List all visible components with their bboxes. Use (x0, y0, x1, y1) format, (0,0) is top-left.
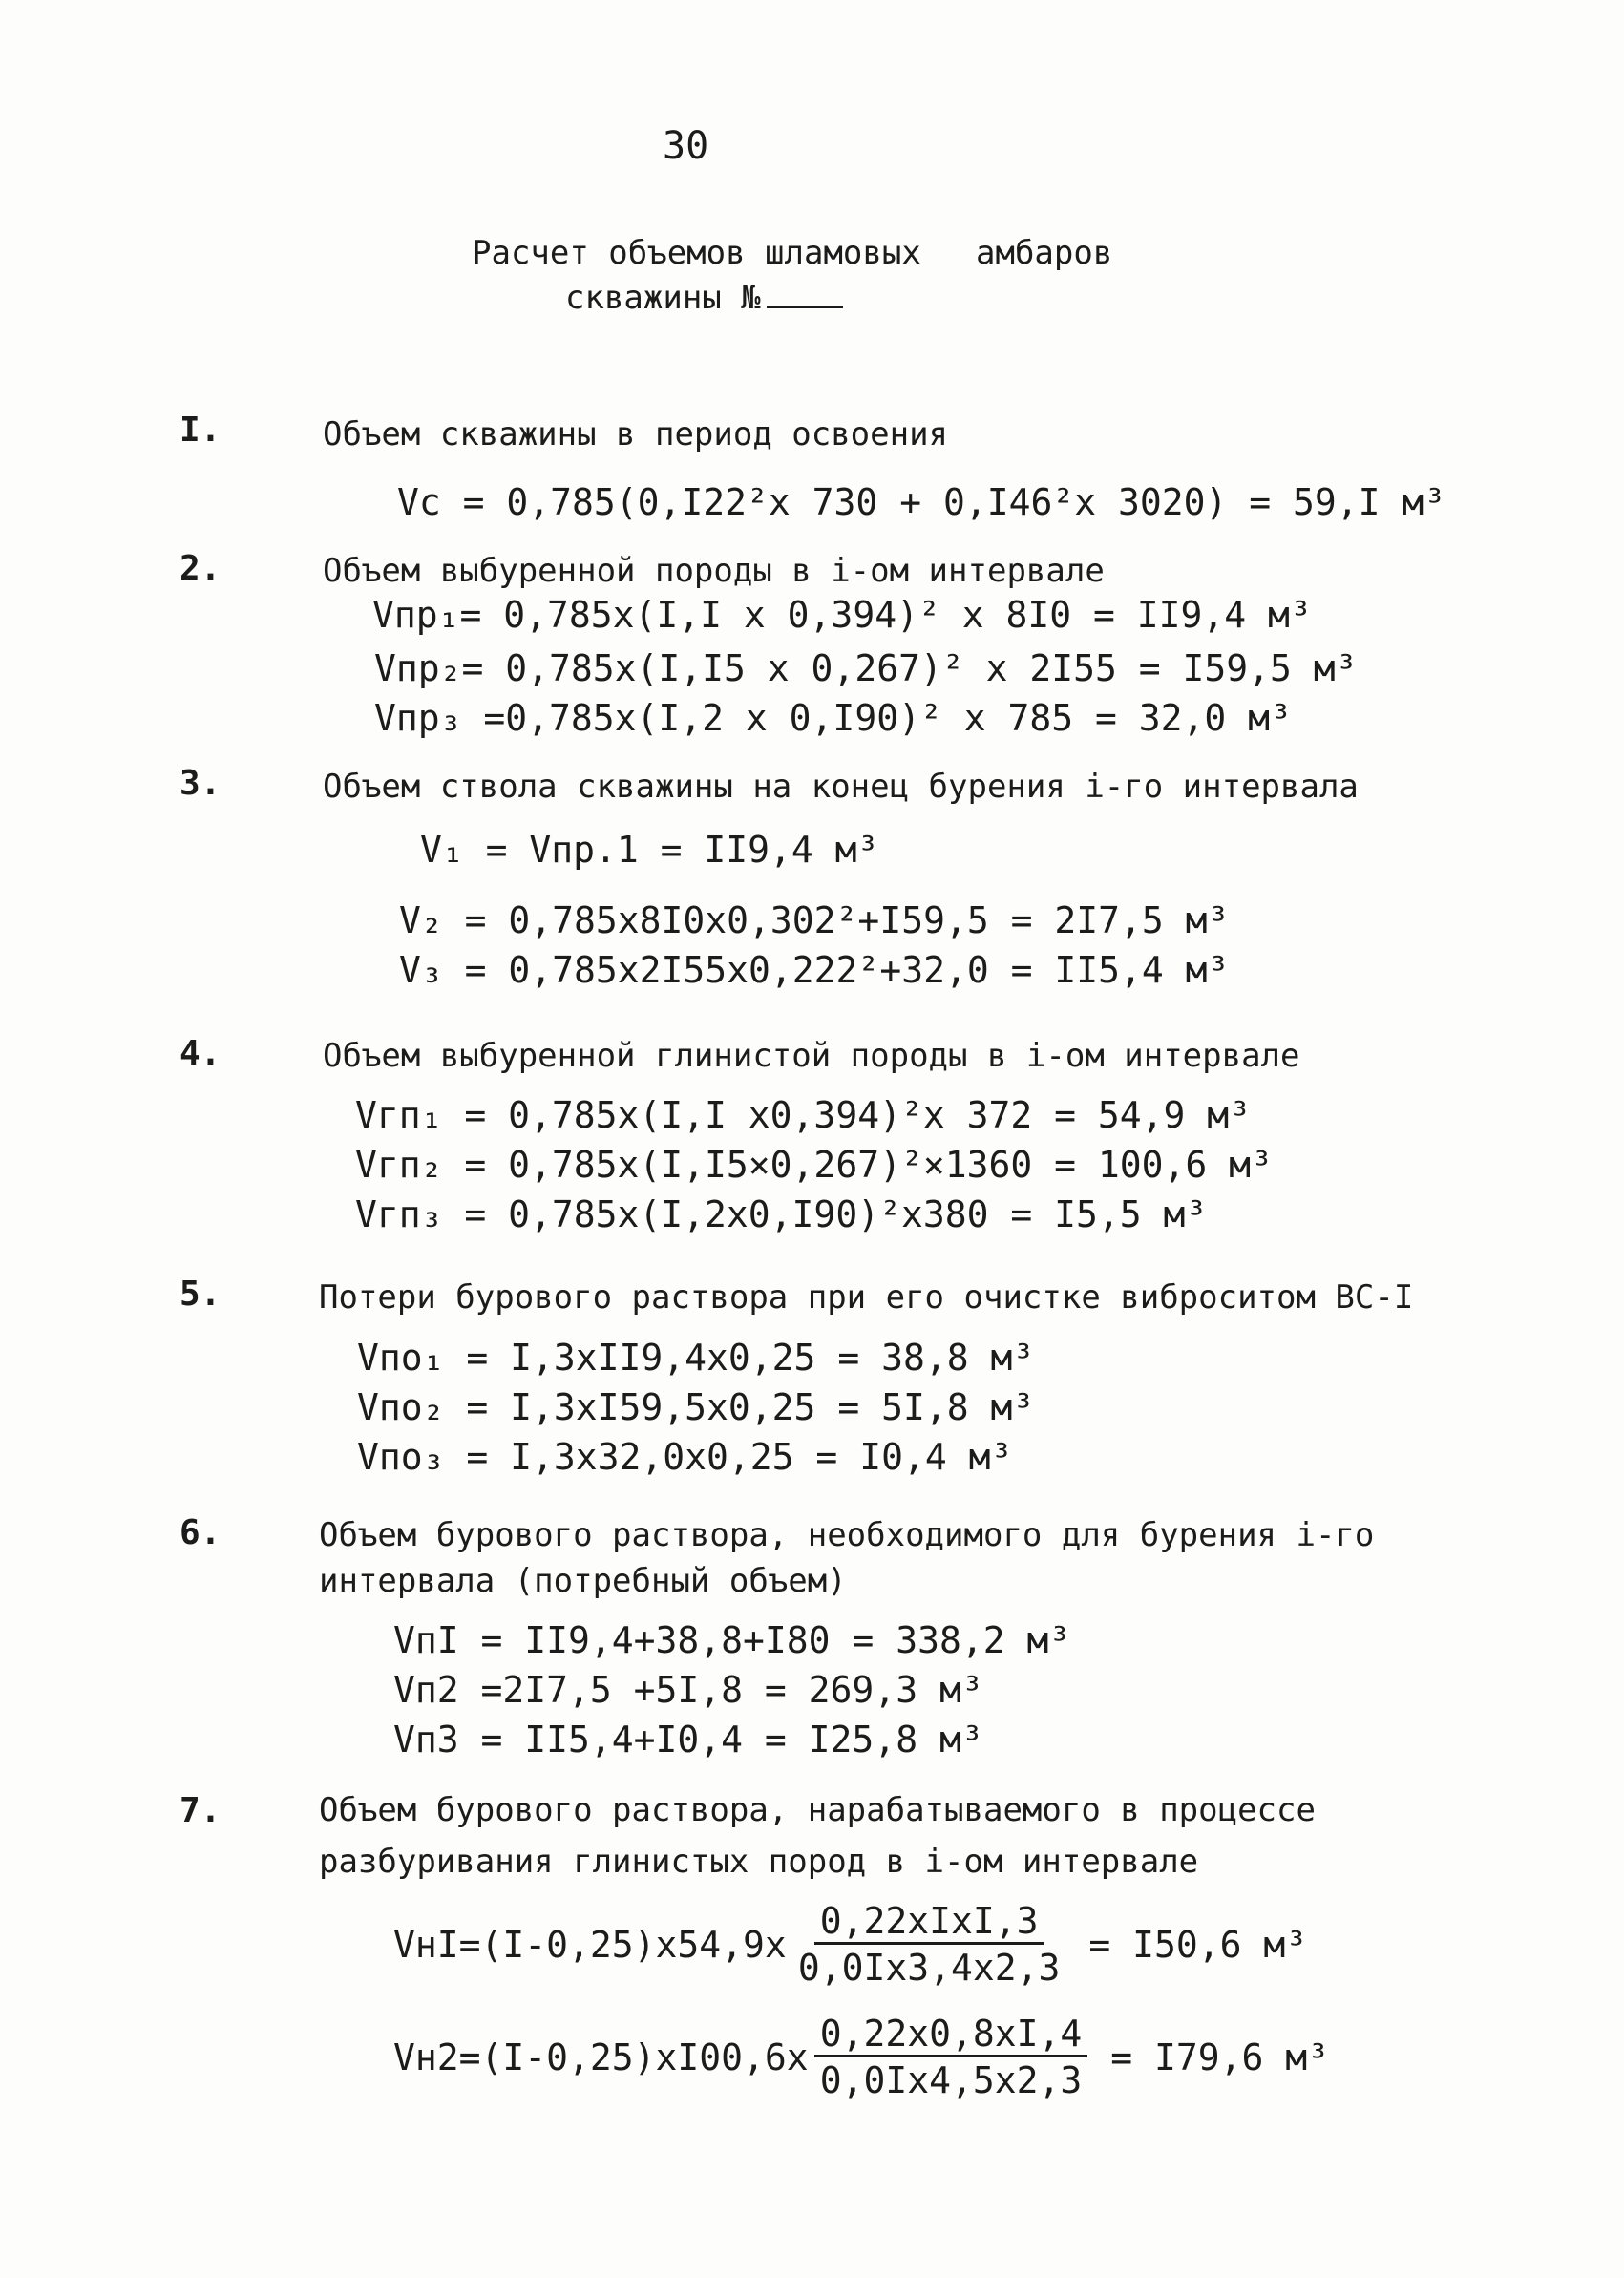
section-6-eq-1: VпI = II9,4+38,8+I80 = 338,2 м³ (393, 1619, 1071, 1661)
formula-1-denominator: 0,0Ix3,4x2,3 (797, 1947, 1061, 1989)
section-7-heading-2: разбуривания глинистых пород в i-ом интервале (319, 1843, 1199, 1881)
title-line-1b: амбаров (976, 234, 1113, 272)
section-4-eq-1: Vгп₁ = 0,785x(I,I x0,394)²x 372 = 54,9 м³ (355, 1094, 1251, 1136)
section-6-eq-3: Vп3 = II5,4+I0,4 = I25,8 м³ (393, 1719, 983, 1761)
section-1-eq-1: Vc = 0,785(0,I22²x 730 + 0,I46²x 3020) = 59,I м³ (397, 481, 1446, 523)
section-1-heading: Объем скважины в период освоения (323, 415, 949, 453)
page-number: 30 (663, 124, 709, 168)
formula-1-lhs: VнI=(I-0,25)x54,9x (393, 1923, 787, 1966)
formula-2-denominator: 0,0Ix4,5x2,3 (819, 2059, 1083, 2101)
title-well-label: скважины № (565, 279, 761, 317)
section-3-eq-1: V₁ = Vпр.1 = II9,4 м³ (420, 829, 879, 871)
section-6-heading-1: Объем бурового раствора, необходимого для бурения i-го (319, 1516, 1375, 1554)
section-2-number: 2. (179, 549, 221, 588)
section-7-number: 7. (179, 1791, 221, 1830)
section-7-formula-2 (393, 2013, 1329, 2101)
section-2-heading: Объем выбуренной породы в i-ом интервале (323, 552, 1105, 590)
well-number-blank (767, 279, 843, 308)
section-3-eq-2: V₂ = 0,785x8I0x0,302²+I59,5 = 2I7,5 м³ (399, 899, 1230, 941)
formula-2-lhs: Vн2=(I-0,25)xI00,6x (393, 2035, 809, 2078)
section-2-eq-3: Vпр₃ =0,785x(I,2 x 0,I90)² x 785 = 32,0 м³ (374, 697, 1292, 739)
section-2-eq-2: Vпр₂= 0,785x(I,I5 x 0,267)² x 2I55 = I59,5 м³ (374, 647, 1358, 689)
section-5-eq-1: Vпо₁ = I,3xII9,4x0,25 = 38,8 м³ (357, 1337, 1035, 1379)
section-6-eq-2: Vп2 =2I7,5 +5I,8 = 269,3 м³ (393, 1669, 983, 1711)
formula-2-numerator: 0,22x0,8xI,4 (814, 2013, 1088, 2057)
section-6-number: 6. (179, 1513, 221, 1552)
section-5-eq-3: Vпо₃ = I,3x32,0x0,25 = I0,4 м³ (357, 1436, 1013, 1478)
formula-1-fraction (792, 1900, 1066, 1989)
section-7-formula-1 (393, 1900, 1307, 1989)
formula-1-numerator: 0,22xIxI,3 (814, 1900, 1044, 1945)
formula-2-fraction (814, 2013, 1088, 2101)
section-5-heading: Потери бурового раствора при его очистке виброситом ВС-I (319, 1278, 1414, 1317)
section-6-heading-2: интервала (потребный объем) (319, 1562, 847, 1600)
section-4-eq-2: Vгп₂ = 0,785x(I,I5×0,267)²×1360 = 100,6 м³ (355, 1144, 1273, 1186)
section-1-number: I. (179, 411, 221, 450)
section-3-eq-3: V₃ = 0,785x2I55x0,222²+32,0 = II5,4 м³ (399, 949, 1230, 991)
section-4-heading: Объем выбуренной глинистой породы в i-ом интервале (323, 1037, 1300, 1075)
formula-1-rhs: = I50,6 м³ (1088, 1923, 1308, 1966)
section-4-eq-3: Vгп₃ = 0,785x(I,2x0,I90)²x380 = I5,5 м³ (355, 1193, 1208, 1235)
formula-2-rhs: = I79,6 м³ (1110, 2035, 1330, 2078)
section-5-eq-2: Vпо₂ = I,3xI59,5x0,25 = 5I,8 м³ (357, 1386, 1035, 1428)
section-3-heading: Объем ствола скважины на конец бурения i-го интервала (323, 768, 1359, 806)
section-4-number: 4. (179, 1034, 221, 1073)
section-5-number: 5. (179, 1275, 221, 1314)
section-7-heading-1: Объем бурового раствора, нарабатываемого в процессе (319, 1791, 1316, 1829)
title-line-2 (565, 279, 843, 317)
section-2-eq-1: Vпр₁= 0,785x(I,I x 0,394)² x 8I0 = II9,4 м³ (372, 594, 1312, 636)
section-3-number: 3. (179, 764, 221, 803)
title-line-1a: Расчет объемов шламовых (472, 234, 921, 272)
